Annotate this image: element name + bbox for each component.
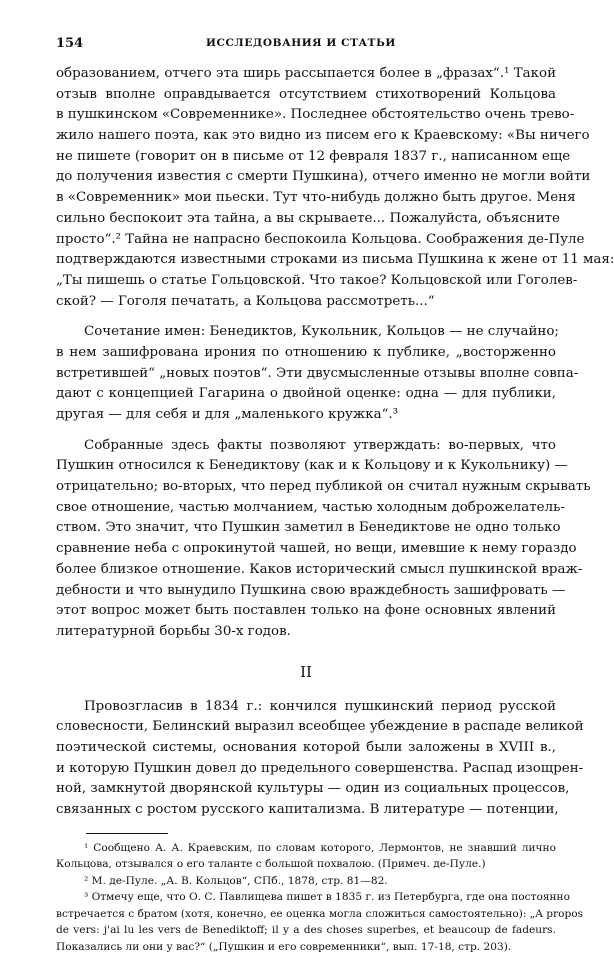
text-line: в пушкинском «Современнике». Последнее обстоятельство очень трево- <box>56 107 575 123</box>
footnote-line: ² М. де-Пуле. „А. В. Кольцов“, СПб., 1878, стр. 81—82. <box>84 874 388 887</box>
footnote-line: встречается с братом (хотя, конечно, ее оценка могла сложиться самостоятельно): „A propos <box>56 907 584 920</box>
text-line: просто“.² Тайна не напрасно беспокоила Кольцова. Соображения де-Пуле <box>56 231 585 247</box>
text-line: дебности и что вынудило Пушкина свою враждебность зашифровать — <box>56 582 566 598</box>
text-line: ством. Это значит, что Пушкин заметил в Бенедиктове не одно только <box>56 520 561 536</box>
text-line: более близкое отношение. Каков исторический смысл пушкинской враж- <box>56 561 583 577</box>
text-line: ной, замкнутой дворянской культуры — один из социальных процессов, <box>56 781 570 797</box>
text-line: в нем зашифрована ирония по отношению к публике, „восторженно <box>56 344 556 360</box>
text-line: в «Современник» мои пьески. Тут что-нибудь должно быть другое. Меня <box>56 190 576 206</box>
text-line: отрицательно; во-вторых, что перед публикой он считал нужным скрывать <box>56 479 591 495</box>
text-line: дают с концепцией Гагарина о двойной оценке: одна — для публики, <box>56 386 556 402</box>
text-line: и которую Пушкин довел до предельного совершенства. Распад изощрен- <box>56 760 584 776</box>
text-line: ской? — Гоголя печатать, а Кольцова рассмотреть...“ <box>56 293 435 309</box>
running-head: ИССЛЕДОВАНИЯ И СТАТЬИ <box>206 37 396 49</box>
text-line: этот вопрос может быть поставлен только на фоне основных явлений <box>56 603 556 619</box>
text-line: литературной борьбы 30-х годов. <box>56 623 291 639</box>
text-line: словесности, Белинский выразил всеобщее убеждение в распаде великой <box>56 719 584 735</box>
footnote-line: Показались ли они у вас?“ („Пушкин и его современники“, вып. 17-18, стр. 203). <box>56 940 512 953</box>
footnote-line: ³ Отмечу еще, что О. С. Павлищева пишет в 1835 г. из Петербурга, где она постоянно <box>84 891 570 904</box>
text-line: другая — для себя и для „маленького кружка“.³ <box>56 407 399 422</box>
text-line: встретившей“ „новых поэтов“. Эти двусмысленные отзывы вполне совпа- <box>56 365 579 381</box>
text-line: Провозгласив в 1834 г.: кончился пушкинский период русской <box>84 698 556 714</box>
text-line: жило нашего поэта, как это видно из писем его к Краевскому: «Вы ничего <box>56 128 590 144</box>
text-line: образованием, отчего эта ширь рассыпается более в „фразах“.¹ Такой <box>56 66 556 81</box>
paragraph-1 <box>56 64 614 312</box>
text-line: сильно беспокоит эта тайна, а вы скрываете... Пожалуйста, объясните <box>56 210 560 226</box>
text-line: отзыв вполне оправдывается отсутствием стихотворений Кольцова <box>56 86 556 102</box>
footnote-divider <box>86 833 168 834</box>
paragraph-2 <box>56 322 579 425</box>
text-line: Собранные здесь факты позволяют утверждать: во-первых, что <box>84 437 556 453</box>
page-header <box>56 36 556 54</box>
footnote-line: ¹ Сообщено А. А. Краевским, по словам которого, Лермонтов, не знавший лично <box>84 841 556 854</box>
text-line: подтверждаются известными строками из письма Пушкина к жене от 11 мая: <box>56 252 614 268</box>
text-line: „Ты пишешь о статье Гольцовской. Что такое? Кольцовской или Гоголев- <box>56 272 578 288</box>
paragraph-4 <box>56 697 584 821</box>
body-text <box>56 64 614 955</box>
paragraph-3 <box>56 436 591 643</box>
text-line: поэтической системы, основания которой были заложены в XVIII в., <box>56 739 556 755</box>
page-number: 154 <box>56 36 84 51</box>
text-line: не пишете (говорит он в письме от 12 февраля 1837 г., написанном еще <box>56 148 571 164</box>
text-line: сравнение неба с опрокинутой чашей, но вещи, имевшие к нему гораздо <box>56 541 577 557</box>
section-number: II <box>300 662 312 681</box>
footnote-line: de vers: j'ai lu les vers de Benediktoff; il y a des choses superbes, et beaucoup de fadeurs. <box>56 924 556 937</box>
text-line: свое отношение, частью молчанием, частью холодным доброжелатель- <box>56 499 565 515</box>
text-line: связанных с ростом русского капитализма. В литературе — потенции, <box>56 802 559 817</box>
text-line: до получения известия с смерти Пушкина), отчего именно не могли войти <box>56 169 591 185</box>
text-line: Сочетание имен: Бенедиктов, Кукольник, Кольцов — не случайно; <box>84 324 559 340</box>
footnote-line: Кольцова, отзывался о его таланте с большой похвалою. (Примеч. де-Пуле.) <box>56 858 486 871</box>
footnotes <box>56 840 584 955</box>
text-line: Пушкин относился к Бенедиктову (как и к Кольцову и к Кукольнику) — <box>56 458 568 474</box>
